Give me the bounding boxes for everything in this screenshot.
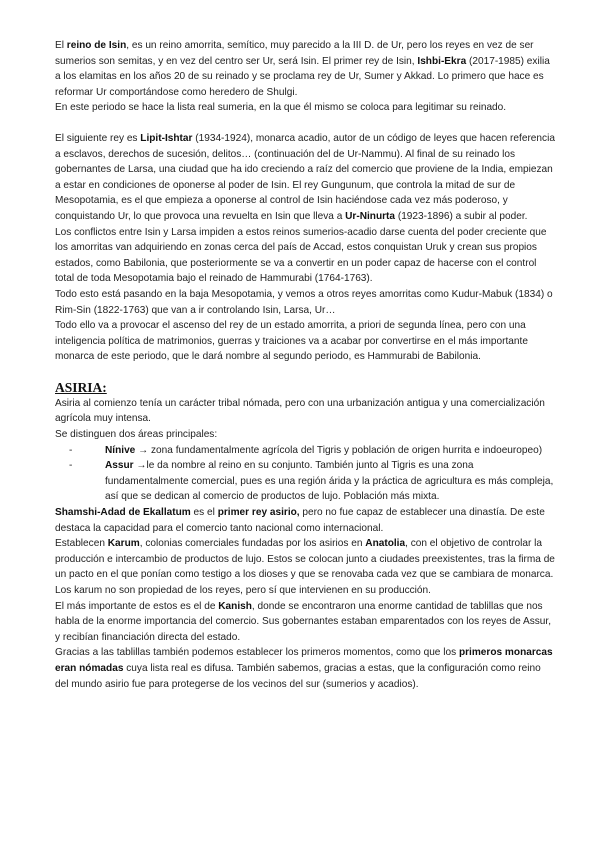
bold-term: Assur [105,460,134,472]
bold-term: Ur-Ninurta [345,210,396,222]
text-run: , colonias comerciales fundadas por los asirios en [139,538,366,550]
text-run: El siguiente rey es [55,132,141,144]
intro-paragraph-2: En este periodo se hace la lista real sumeria, en la que él mismo se coloca para legitimar su reinado. [55,102,507,114]
bold-term: Lipit-Ishtar [140,132,193,144]
list-item [89,443,555,459]
intro-paragraph [55,38,555,100]
text-run: , es un reino amorrita, semítico, muy parecido a la III D. de Ur, pero los reyes en vez de ser sumerios son semitas, y en vez del centro ser Ur, será Isin. El primer rey de Isin, [55,40,534,67]
text-run: es el [190,507,218,519]
conflicts-paragraph: Los conflictos entre Isin y Larsa impiden a estos reinos sumerios-acadio darse cuenta del poder creciente que los amorritas van adquiriendo en zonas cerca del país de Accad, estos conquistan Uruk y crean sus propios estados, como Babilonia, que posteriormente se va a convertir en un poder capaz de hacerse con el control total de toda Mesopotamia bajo el reinado de Hammurabi (1764-1763). [55,226,547,285]
text-run: El más importante de estos es el de [55,600,219,612]
bold-term: Kanish [218,600,252,612]
text-run: (1923-1896) a subir al poder. [395,210,528,222]
tablillas-paragraph [55,645,555,692]
text-run: →le da nombre al reino en su conjunto. También junto al Tigris es una zona fundamentalmente comercial, pues es una región árida y la práctica de agricultura es más compleja, así que se dedican al comercio de productos de lujo. Población más mixta. [105,460,554,503]
kanish-paragraph [55,599,555,646]
hammurabi-paragraph: Todo ello va a provocar el ascenso del rey de un estado amorrita, a priori de segunda línea, pero con una inteligencia política de matrimonios, guerras y traiciones va a acabar por convertirse en el más importante monarca de este periodo, que le dará nombre al segundo periodo, es Hammurabi de Babilonia. [55,320,528,363]
bold-term: Shamshi-Adad de Ekallatum [55,507,191,519]
karum-paragraph [55,536,555,598]
bold-term: primeros monarcas eran nómadas [55,647,553,674]
areas-list [55,443,555,505]
text-run: pero no fue capaz de establecer una dinastía. De este destaca la capacidad para el comercio tanto nacional como internacional. [55,507,545,534]
list-item [89,458,555,505]
shamshi-paragraph [55,505,555,536]
bold-term: Anatolia [365,538,406,550]
text-run: El [55,40,67,51]
text-run: Establecen [55,538,108,550]
document-page [55,38,555,692]
bold-term: primer rey asirio, [217,507,300,519]
text-run: → zona fundamentalmente agrícola del Tigris y población de origen hurrita e indoeuropeo) [135,444,543,456]
bold-term: Ishbi-Ekra [417,55,467,67]
text-run: cuya lista real es difusa. También sabemos, gracias a estas, que la configuración como reino del mundo asirio fue para protegerse de los vecinos del sur (sumerios y acadios). [55,662,541,690]
baja-mesopotamia-paragraph: Todo esto está pasando en la baja Mesopotamia, y vemos a otros reyes amorritas como Kudur-Mabuk (1834) o Rim-Sin (1822-1763) que van a ir controlando Isin, Larsa, Ur… [55,288,553,316]
bold-term: reino de Isin [66,40,127,51]
bold-term: Nínive [105,444,136,456]
lipit-paragraph [55,131,555,225]
section-heading-asiria: ASIRIA: [55,379,107,395]
text-run: Gracias a las tablillas también podemos establecer los primeros momentos, como que los [55,647,459,659]
paragraph-gap [55,116,555,131]
text-run: (2017-1985) exilia a los elamitas en los años 20 de su reinado y se proclama rey de Ur, Sumer y Akkad. Lo primero que hace es reformar Ur comportándose como heredero de Shulgi. [55,55,550,98]
bold-term: Karum [107,538,140,550]
text-run: , con el objetivo de controlar la producción e intercambio de productos de lujo. Estos se colocan junto a ciudades preexistentes, tras la firma de un pacto en el que ponían como testigo a los dioses y que se renovaba cada vez que se cambiara de monarca. Los karum no son propiedad de los reyes, pero sí que intervienen en su producción. [55,538,555,596]
text-run: (1934-1924), monarca acadio, autor de un código de leyes que hacen referencia a esclavos, derechos de sucesión, delitos… (continuación del de Ur-Nammu). Al final de su reinado los gobernantes de Larsa, una ciudad que ha ido creciendo a raíz del comercio que proviene de la India, empiezan a estar en condiciones de oponerse al poder de Isin. El rey Gungunum, que controla la mitad de sur de Mesopotamia, es el que empieza a oponerse al control de Isin haciéndose cada vez más poderoso, y conquistando Ur, lo que provoca una revuelta en Isin que lleva a [55,132,555,222]
paragraph-gap [55,365,555,380]
asiria-intro-paragraph: Asiria al comienzo tenía un carácter tribal nómada, pero con una urbanización antigua y una comercialización agrícola muy intensa. [55,397,545,425]
areas-intro: Se distinguen dos áreas principales: [55,429,218,441]
text-run: , donde se encontraron una enorme cantidad de tablillas que nos habla de la enorme importancia del comercio. Sus gobernantes estaban emparentados con los reyes de Assur, y recibían financiación directa del estado. [55,600,552,643]
